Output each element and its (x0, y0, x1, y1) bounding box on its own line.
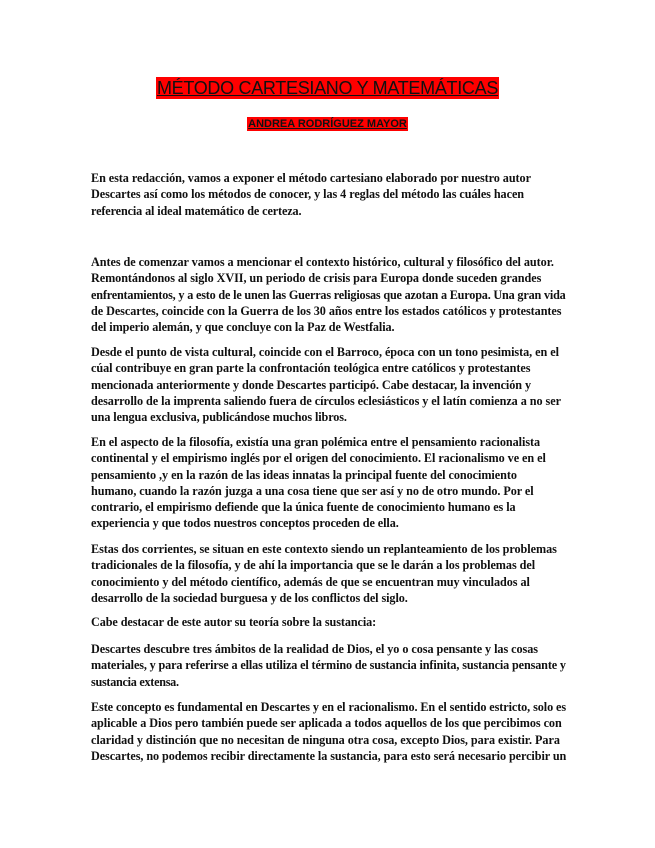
text-line: materiales, y para referirse a ellas utiliza el término de sustancia infinita, sustancia pensante y (91, 658, 566, 673)
text-line: En esta redacción, vamos a exponer el método cartesiano elaborado por nuestro autor (91, 171, 531, 185)
document-title-wrap (0, 78, 655, 99)
text-line: del imperio alemán, y que concluye con la Paz de Westfalia. (91, 320, 395, 335)
text-line: continental y el empirismo inglés por el origen del conocimiento. El racionalismo ve en el (91, 451, 546, 466)
text-line: cúal contribuye en gran parte la confrontación teológica entre católicos y protestantes (91, 361, 531, 376)
text-line: mencionada anteriormente y donde Descartes participó. Cabe destacar, la invención y (91, 377, 532, 392)
paragraph (91, 614, 571, 630)
text-line: contrario, el empirismo defiende que la única fuente de conocimiento humano es la (91, 500, 516, 515)
text-line: desarrollo de la imprenta saliendo fuera de círculos eclesiásticos y el latín comienza a no ser (91, 393, 561, 408)
text-line: pensamiento ,y en la razón de las ideas innatas la principal fuente del conocimiento (91, 467, 517, 482)
text-line: referencia al ideal matemático de certeza. (91, 203, 302, 218)
paragraph (91, 699, 571, 764)
text-line: Remontándonos al siglo XVII, un periodo de crisis para Europa donde suceden grandes (91, 271, 542, 286)
text-line: Estas dos corrientes, se situan en este contexto siendo un replanteamiento de los problemas (91, 542, 557, 556)
paragraph (91, 344, 571, 425)
text-line: Descartes, no podemos recibir directamente la sustancia, para esto será necesario percibir un (91, 748, 567, 763)
text-line: sustancia extensa. (91, 674, 179, 689)
paragraph (91, 641, 571, 690)
paragraph (91, 541, 571, 606)
text-line: conocimiento y del método científico, además de que se encuentran muy vinculados al (91, 574, 530, 589)
text-line: En el aspecto de la filosofía, existía una gran polémica entre el pensamiento racionalista (91, 435, 541, 449)
text-line: Descartes así como los métodos de conocer, y las 4 reglas del método las cuáles hacen (91, 187, 525, 202)
text-line: Desde el punto de vista cultural, coincide con el Barroco, época con un tono pesimista, en el (91, 345, 559, 359)
text-line: Este concepto es fundamental en Descartes y en el racionalismo. En el sentido estricto, solo es (91, 700, 567, 714)
author-wrap (0, 114, 655, 132)
paragraph (91, 434, 571, 532)
text-line: una lengua exclusiva, publicándose muchos libros. (91, 410, 347, 425)
text-line: experiencia y que todos nuestros conceptos proceden de ella. (91, 516, 399, 531)
text-line: enfrentamientos, y a esto de le unen las Guerras religiosas que azotan a Europa. Una gran vida (91, 287, 566, 302)
paragraph (91, 254, 571, 335)
text-line: Antes de comenzar vamos a mencionar el contexto histórico, cultural y filosófico del autor. (91, 255, 554, 269)
document-title: MÉTODO CARTESIANO Y MATEMÁTICAS (156, 78, 499, 98)
text-line: humano, cuando la razón juzga a una cosa tiene que ser así y no de otro mundo. Por el (91, 483, 534, 498)
text-line: claridad y distinción que no necesitan de ninguna otra cosa, excepto Dios, para existir. Para (91, 732, 560, 747)
author-name: ANDREA RODRÍGUEZ MAYOR (248, 118, 407, 130)
text-line: desarrollo de la sociedad burguesa y de los conflictos del siglo. (91, 590, 408, 605)
text-line: Cabe destacar de este autor su teoría sobre la sustancia: (91, 615, 377, 629)
paragraph (91, 170, 571, 219)
text-line: tradicionales de la filosofía, y de ahí la importancia que se le darán a los problemas del (91, 558, 536, 573)
text-line: de Descartes, coincide con la Guerra de los 30 años entre los estados católicos y protestantes (91, 303, 562, 318)
text-line: Descartes descubre tres ámbitos de la realidad de Dios, el yo o cosa pensante y las cosas (91, 642, 538, 656)
text-line: aplicable a Dios pero también puede ser aplicada a todos aquellos de los que percibimos con (91, 716, 562, 731)
